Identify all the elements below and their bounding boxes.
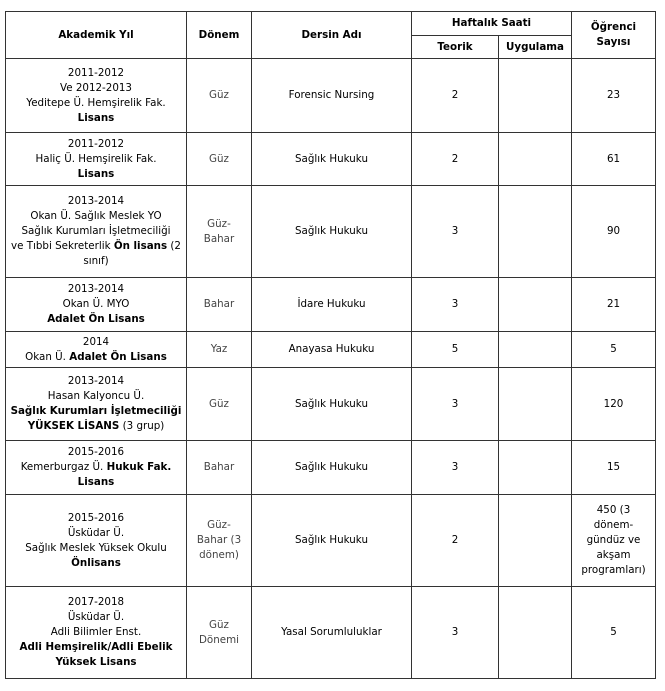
year-line (8, 511, 184, 526)
year-line (8, 374, 184, 389)
practice-hours-cell (499, 441, 572, 495)
theory-hours-cell: 2 (412, 59, 499, 133)
year-line (8, 167, 184, 182)
term-line: Yaz (210, 343, 228, 355)
year-segment: Sağlık Kurumları İşletmeciliği (21, 225, 171, 237)
term-line: Güz (209, 397, 229, 410)
year-line (8, 335, 184, 350)
practice-hours-cell (499, 368, 572, 441)
year-line (8, 595, 184, 610)
year-line (8, 640, 184, 655)
year-line (8, 297, 184, 312)
table-row (6, 495, 656, 587)
year-line (8, 312, 184, 327)
header-course-name: Dersin Adı (252, 12, 412, 59)
student-count-cell (572, 59, 656, 133)
year-segment: Lisans (77, 476, 115, 488)
year-segment: Üsküdar Ü. (67, 526, 125, 539)
table-body (6, 59, 656, 679)
table-row (6, 368, 656, 441)
year-segment: ve Tıbbi Sekreterlik (11, 240, 114, 252)
year-line (8, 96, 184, 111)
student-count-line: programları) (581, 564, 646, 576)
year-line (8, 66, 184, 81)
term-cell (187, 587, 252, 679)
academic-year-cell (6, 59, 187, 133)
term-line: Bahar (203, 298, 235, 310)
year-line (8, 556, 184, 571)
term-cell (187, 368, 252, 441)
academic-year-cell (6, 186, 187, 278)
year-segment: 2011-2012 (67, 137, 125, 150)
student-count-line: 23 (606, 89, 621, 101)
academic-year-cell (6, 495, 187, 587)
year-line (8, 224, 184, 239)
year-segment: 2013-2014 (67, 375, 125, 387)
year-segment: Adalet Ön Lisans (69, 350, 167, 363)
theory-hours-cell: 3 (412, 587, 499, 679)
term-cell (187, 133, 252, 186)
year-segment: Üsküdar Ü. (67, 611, 125, 623)
year-line (8, 152, 184, 167)
practice-hours-cell (499, 495, 572, 587)
table-row (6, 59, 656, 133)
theory-hours-cell: 3 (412, 278, 499, 332)
header-practice: Uygulama (499, 36, 572, 59)
theory-hours-cell: 3 (412, 186, 499, 278)
table-row (6, 441, 656, 495)
year-segment: Yüksek Lisans (55, 656, 137, 668)
term-line: Güz- (207, 217, 231, 230)
year-segment: Sağlık Kurumları İşletmeciliği (10, 405, 182, 417)
theory-hours-cell: 3 (412, 441, 499, 495)
practice-hours-cell (499, 587, 572, 679)
header-weekly-hours: Haftalık Saati (412, 12, 572, 36)
term-cell (187, 59, 252, 133)
year-segment: Ve 2012-2013 (60, 81, 132, 94)
year-line (8, 282, 184, 297)
student-count-cell (572, 587, 656, 679)
practice-hours-cell (499, 59, 572, 133)
term-cell (187, 278, 252, 332)
table-header (6, 12, 656, 59)
table-row (6, 587, 656, 679)
course-name-cell: Sağlık Hukuku (252, 186, 412, 278)
term-line: Güz- (207, 519, 231, 531)
course-name-cell: Sağlık Hukuku (252, 133, 412, 186)
academic-year-cell (6, 278, 187, 332)
academic-year-cell (6, 368, 187, 441)
student-count-cell (572, 332, 656, 368)
courses-table (5, 11, 656, 679)
year-line (8, 625, 184, 640)
year-line (8, 610, 184, 625)
header-term: Dönem (187, 12, 252, 59)
year-line (8, 389, 184, 404)
course-name-cell: Sağlık Hukuku (252, 495, 412, 587)
year-segment: Okan Ü. Sağlık Meslek YO (30, 210, 162, 222)
year-segment: 2014 (82, 335, 110, 348)
year-segment: 2015-2016 (67, 446, 125, 458)
year-line (8, 460, 184, 475)
student-count-line: 90 (606, 225, 621, 237)
year-line (8, 137, 184, 152)
year-segment: 2011-2012 (67, 66, 125, 79)
practice-hours-cell (499, 133, 572, 186)
year-line (8, 81, 184, 96)
academic-year-cell (6, 587, 187, 679)
year-segment: YÜKSEK LİSANS (27, 420, 120, 432)
theory-hours-cell: 3 (412, 368, 499, 441)
term-line: Dönemi (199, 633, 239, 646)
student-count-line: 15 (606, 461, 621, 473)
student-count-cell (572, 278, 656, 332)
year-segment: Yeditepe Ü. Hemşirelik Fak. (26, 96, 166, 109)
table-row (6, 278, 656, 332)
year-line (8, 655, 184, 670)
student-count-cell (572, 495, 656, 587)
term-line: Bahar (203, 232, 235, 245)
year-segment: Kemerburgaz Ü. (20, 461, 107, 473)
theory-hours-cell: 2 (412, 133, 499, 186)
term-line: dönem) (199, 549, 239, 561)
year-line (8, 209, 184, 224)
year-segment: 2013-2014 (67, 195, 125, 207)
student-count-line: 450 (3 (596, 504, 631, 516)
term-line: Bahar (203, 461, 235, 473)
student-count-cell (572, 441, 656, 495)
year-segment: sınıf) (83, 255, 109, 267)
theory-hours-cell: 5 (412, 332, 499, 368)
course-name-cell: Yasal Sorumluluklar (252, 587, 412, 679)
year-segment: Adli Bilimler Enst. (50, 626, 142, 638)
year-segment: Adli Hemşirelik/Adli Ebelik (19, 641, 173, 653)
student-count-cell (572, 133, 656, 186)
year-line (8, 404, 184, 419)
theory-hours-cell: 2 (412, 495, 499, 587)
year-segment: 2013-2014 (67, 283, 125, 295)
student-count-line: 5 (610, 626, 617, 638)
year-segment: Lisans (77, 167, 115, 180)
course-name-cell: Anayasa Hukuku (252, 332, 412, 368)
year-line (8, 239, 184, 254)
year-segment: Lisans (77, 111, 115, 124)
year-line (8, 541, 184, 556)
table-row (6, 186, 656, 278)
practice-hours-cell (499, 278, 572, 332)
year-line (8, 194, 184, 209)
course-name-cell: Forensic Nursing (252, 59, 412, 133)
year-segment: (3 grup) (119, 420, 165, 432)
student-count-line: 5 (610, 343, 617, 355)
year-segment: Okan Ü. MYO (62, 298, 130, 310)
year-segment: Okan Ü. (25, 350, 70, 363)
year-line (8, 111, 184, 126)
student-count-line: dönem- (593, 519, 634, 531)
year-line (8, 350, 184, 365)
year-line (8, 475, 184, 490)
year-line (8, 445, 184, 460)
term-cell (187, 332, 252, 368)
year-segment: Önlisans (71, 556, 121, 569)
table-row (6, 133, 656, 186)
term-cell (187, 441, 252, 495)
academic-year-cell (6, 332, 187, 368)
practice-hours-cell (499, 332, 572, 368)
student-count-line: 21 (606, 298, 621, 310)
term-line: Güz (209, 618, 229, 631)
year-segment: Adalet Ön Lisans (47, 313, 145, 325)
academic-year-cell (6, 441, 187, 495)
student-count-cell (572, 368, 656, 441)
student-count-line: akşam (596, 549, 631, 561)
student-count-line: gündüz ve (586, 534, 641, 546)
term-cell (187, 186, 252, 278)
header-theory: Teorik (412, 36, 499, 59)
term-line: Bahar (3 (196, 534, 242, 546)
year-line (8, 419, 184, 434)
year-segment: Sağlık Meslek Yüksek Okulu (25, 541, 167, 554)
student-count-cell (572, 186, 656, 278)
year-segment: 2017-2018 (67, 596, 125, 608)
student-count-line: 61 (606, 152, 621, 165)
year-line (8, 254, 184, 269)
year-segment: Haliç Ü. Hemşirelik Fak. (35, 152, 157, 165)
practice-hours-cell (499, 186, 572, 278)
header-academic-year: Akademik Yıl (6, 12, 187, 59)
table-row (6, 332, 656, 368)
year-segment: Hukuk Fak. (106, 461, 172, 473)
term-line: Güz (209, 89, 229, 101)
course-name-cell: Sağlık Hukuku (252, 368, 412, 441)
term-line: Güz (209, 152, 229, 165)
year-line (8, 526, 184, 541)
year-segment: 2015-2016 (67, 511, 125, 524)
student-count-line: 120 (603, 397, 624, 410)
term-cell (187, 495, 252, 587)
year-segment: (2 (167, 240, 181, 252)
year-segment: Hasan Kalyoncu Ü. (47, 390, 145, 402)
course-name-cell: Sağlık Hukuku (252, 441, 412, 495)
year-segment: Ön lisans (113, 240, 168, 252)
academic-year-cell (6, 133, 187, 186)
course-name-cell: İdare Hukuku (252, 278, 412, 332)
header-student-count: Öğrenci Sayısı (572, 12, 656, 59)
